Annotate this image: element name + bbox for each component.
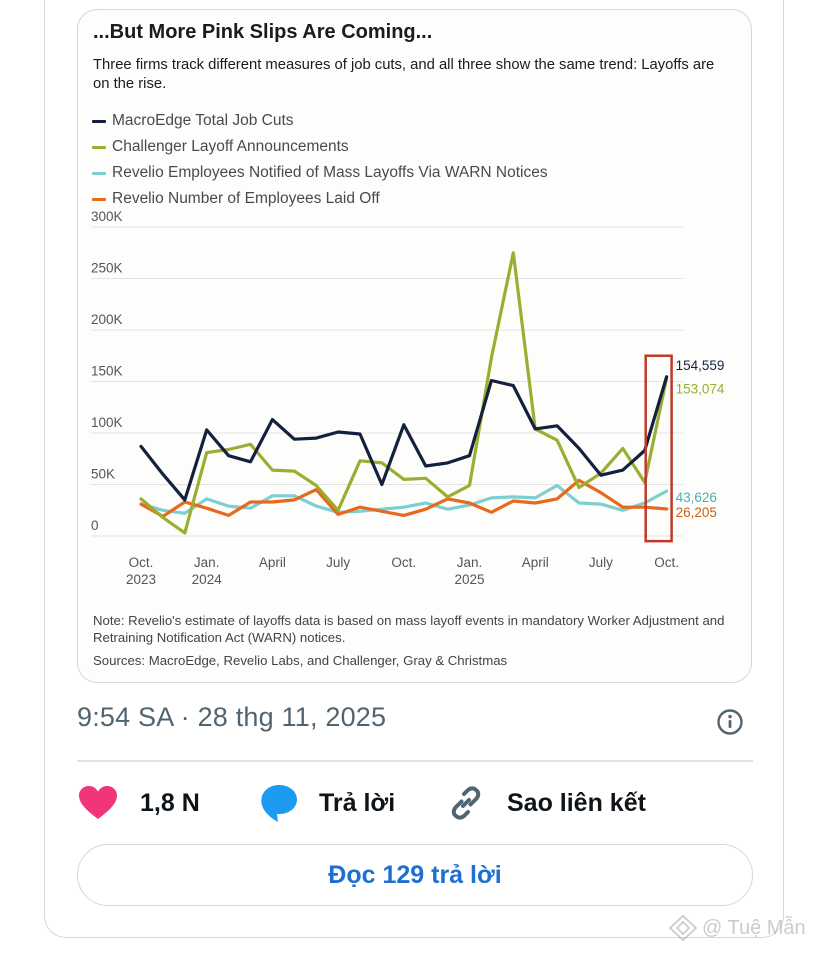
x-tick-label: Jan. [193, 555, 220, 570]
legend-label: MacroEdge Total Job Cuts [112, 112, 294, 129]
y-tick-label: 50K [91, 466, 116, 482]
chart-image[interactable] [77, 9, 752, 683]
copy-link-label: Sao liên kết [507, 788, 646, 817]
chart-subtitle: Three firms track different measures of job cuts, and all three show the same trend: Layoffs are on the rise. [93, 57, 715, 92]
series-line-revelio-warn [141, 486, 667, 514]
reply-bubble-icon [259, 783, 299, 823]
y-tick-label: 300K [91, 209, 123, 224]
link-icon [446, 783, 486, 823]
y-tick-label: 0 [91, 518, 99, 533]
post-timestamp[interactable]: 9:54 SA · 28 thg 11, 2025 [77, 702, 387, 732]
end-value-label: 154,559 [675, 357, 725, 373]
reply-button[interactable] [259, 780, 395, 826]
x-tick-label: 2023 [125, 572, 157, 587]
end-value-label: 43,626 [675, 490, 717, 506]
x-tick-label: April [258, 555, 286, 570]
x-tick-label: Oct. [654, 555, 679, 570]
legend-label: Revelio Number of Employees Laid Off [112, 190, 380, 207]
reply-label: Trả lời [319, 788, 396, 817]
y-tick-label: 250K [91, 260, 123, 276]
x-tick-label: Oct. [128, 555, 154, 570]
y-tick-label: 100K [91, 415, 123, 430]
end-value-label: 26,205 [675, 505, 717, 521]
line-chart [78, 10, 752, 683]
x-tick-label: Oct. [391, 555, 417, 570]
highlight-box [646, 356, 672, 541]
legend-label: Revelio Employees Notified of Mass Layoffs Via WARN Notices [112, 164, 548, 181]
chart-note: Note: Revelio's estimate of layoffs data is based on mass layoff events in mandatory Worker Adjustment and Retraining Notification Act (WARN) notices. [93, 613, 725, 645]
y-tick-label: 150K [91, 363, 123, 379]
series-line-revelio-laidoff [141, 480, 667, 516]
x-tick-label: 2025 [454, 572, 485, 587]
watermark-text: @ Tuệ Mẫn [702, 916, 806, 939]
x-tick-label: Jan. [456, 555, 483, 570]
x-tick-label: July [588, 555, 613, 570]
like-button[interactable] [78, 780, 200, 826]
read-replies-label: Đọc 129 trả lời [328, 860, 502, 889]
read-replies-button[interactable] [77, 844, 753, 906]
info-icon[interactable] [716, 708, 744, 736]
end-value-label: 153,074 [675, 381, 725, 397]
x-tick-label: 2024 [191, 572, 222, 587]
x-tick-label: July [326, 555, 351, 570]
y-tick-label: 200K [91, 312, 123, 327]
watermark [668, 914, 806, 942]
series-line-challenger [141, 253, 667, 533]
divider [77, 760, 753, 762]
diamond-logo-icon [668, 914, 698, 942]
chart-title: ...But More Pink Slips Are Coming... [93, 21, 433, 43]
legend-label: Challenger Layoff Announcements [112, 138, 349, 155]
heart-icon [78, 785, 118, 821]
x-tick-label: April [521, 555, 549, 570]
copy-link-button[interactable] [446, 780, 646, 826]
like-count: 1,8 N [140, 788, 200, 817]
chart-sources: Sources: MacroEdge, Revelio Labs, and Challenger, Gray & Christmas [93, 653, 508, 668]
